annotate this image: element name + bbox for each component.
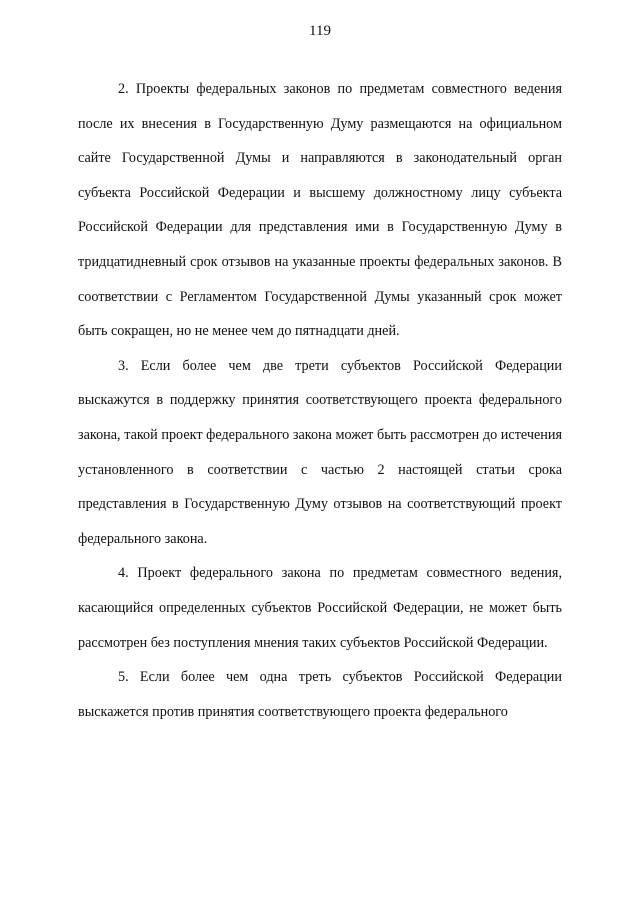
paragraph-part-5: 5. Если более чем одна треть субъектов Российской Федерации выскажется против принятия соответствующего проекта федерального: [78, 669, 562, 720]
document-body: [78, 72, 562, 729]
paragraph-part-2: 2. Проекты федеральных законов по предметам совместного ведения после их внесения в Государственную Думу размещаются на официальном сайте Государственной Думы и направляются в законодательный орган субъекта Российской Федерации и высшему должностному лицу субъекта Российской Федерации для представления ими в Государственную Думу в тридцатидневный срок отзывов на указанные проекты федеральных законов. В соответствии с Регламентом Государственной Думы указанный срок может быть сокращен, но не менее чем до пятнадцати дней.: [78, 81, 562, 340]
paragraph-part-3: 3. Если более чем две трети субъектов Российской Федерации выскажутся в поддержку принятия соответствующего проекта федерального закона, такой проект федерального закона может быть рассмотрен до истечения установленного в соответствии с частью 2 настоящей статьи срока представления в Государственную Думу отзывов на соответствующий проект федерального закона.: [78, 357, 562, 547]
page-number: 119: [309, 23, 331, 39]
paragraph-part-4: 4. Проект федерального закона по предметам совместного ведения, касающийся определенных субъектов Российской Федерации, не может быть рассмотрен без поступления мнения таких субъектов Российской Федерации.: [78, 565, 562, 651]
